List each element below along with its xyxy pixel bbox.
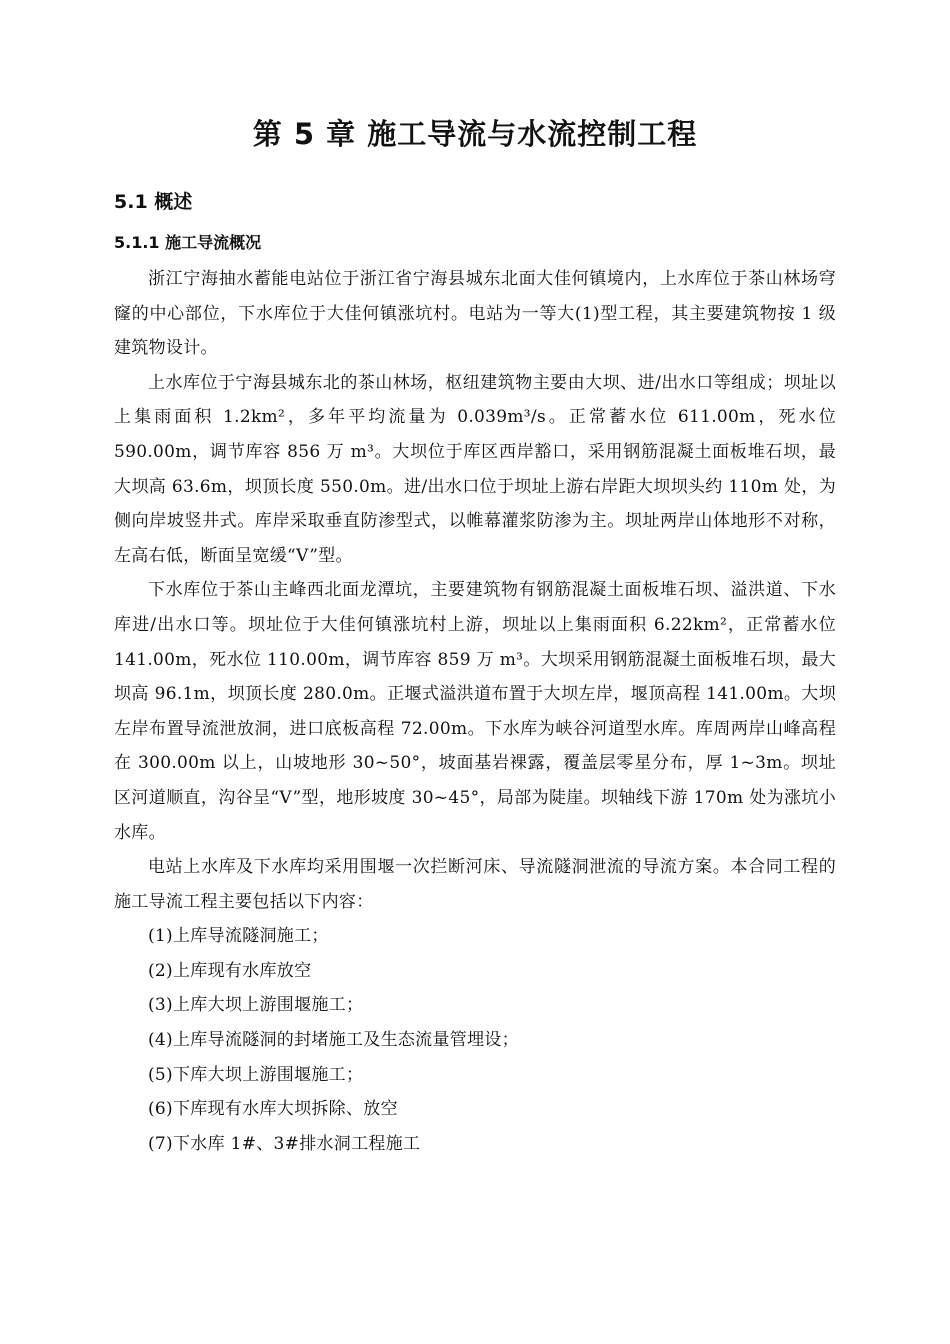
- paragraph-upper-reservoir: 上水库位于宁海县城东北的茶山林场，枢纽建筑物主要由大坝、进/出水口等组成；坝址以上集雨面积 1.2km²，多年平均流量为 0.039m³/s。正常蓄水位 611.00m，死水位 590.00m，调节库容 856 万 m³。大坝位于库区西岸豁口，采用钢筋混凝土面板堆石坝，最大坝高 63.6m，坝顶长度 550.0m。进/出水口位于坝址上游右岸距大坝坝头约 110m 处，为侧向岸坡竖井式。库岸采取垂直防渗型式，以帷幕灌浆防渗为主。坝址两岸山体地形不对称，左高右低，断面呈宽缓“V”型。: [114, 372, 836, 566]
- chapter-title: 第 5 章 施工导流与水流控制工程: [252, 117, 698, 151]
- list-item: (7)下水库 1#、3#排水洞工程施工: [148, 1133, 421, 1154]
- diversion-work-list: [114, 919, 836, 1161]
- paragraph-diversion-scheme: 电站上水库及下水库均采用围堰一次拦断河床、导流隧洞泄流的导流方案。本合同工程的施工导流工程主要包括以下内容：: [114, 857, 836, 912]
- list-item: (2)上库现有水库放空: [148, 960, 312, 981]
- list-item: (3)上库大坝上游围堰施工；: [148, 995, 364, 1016]
- paragraph-overview: 浙江宁海抽水蓄能电站位于浙江省宁海县城东北面大佳何镇境内，上水库位于茶山林场穹窿的中心部位，下水库位于大佳何镇涨坑村。电站为一等大(1)型工程，其主要建筑物按 1 级建筑物设计。: [114, 269, 836, 359]
- list-item: (4)上库导流隧洞的封堵施工及生态流量管埋设；: [148, 1030, 519, 1051]
- subsection-title: 5.1.1 施工导流概况: [114, 233, 262, 252]
- body-text: [114, 262, 836, 1161]
- section-title: 5.1 概述: [114, 191, 193, 213]
- list-item: (1)上库导流隧洞施工；: [148, 926, 329, 947]
- list-item: (5)下库大坝上游围堰施工；: [148, 1064, 364, 1085]
- paragraph-lower-reservoir: 下水库位于茶山主峰西北面龙潭坑，主要建筑物有钢筋混凝土面板堆石坝、溢洪道、下水库进/出水口等。坝址位于大佳何镇涨坑村上游，坝址以上集雨面积 6.22km²，正常蓄水位 141.00m，死水位 110.00m，调节库容 859 万 m³。大坝采用钢筋混凝土面板堆石坝，最大坝高 96.1m，坝顶长度 280.0m。正堰式溢洪道布置于大坝左岸，堰顶高程 141.00m。大坝左岸布置导流泄放洞，进口底板高程 72.00m。下水库为峡谷河道型水库。库周两岸山峰高程在 300.00m 以上，山坡地形 30~50°，坡面基岩裸露，覆盖层零星分布，厚 1~3m。坝址区河道顺直，沟谷呈“V”型，地形坡度 30~45°，局部为陡崖。坝轴线下游 170m 处为涨坑小水库。: [114, 580, 836, 843]
- list-item: (6)下库现有水库大坝拆除、放空: [148, 1099, 398, 1120]
